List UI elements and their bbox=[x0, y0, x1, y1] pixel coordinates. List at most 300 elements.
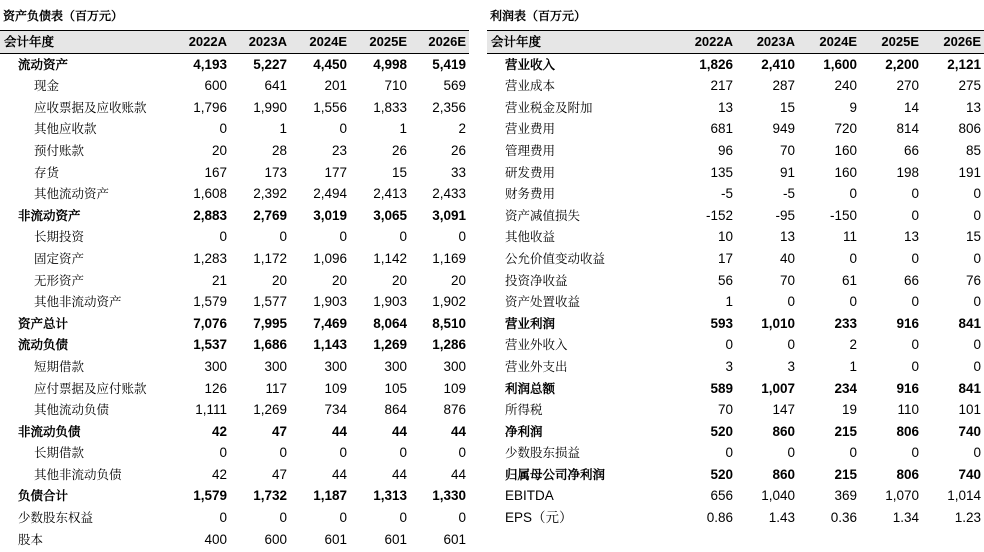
cell-value: 9 bbox=[849, 99, 857, 115]
row-label: 负债合计 bbox=[18, 488, 69, 504]
cell-value: 4,450 bbox=[313, 56, 347, 72]
cell-value: 4,193 bbox=[193, 56, 227, 72]
cell-value: 593 bbox=[710, 315, 733, 331]
row-label: EPS（元） bbox=[505, 510, 573, 526]
balance-sheet-title: 资产负债表（百万元） bbox=[0, 0, 469, 31]
cell-value: 191 bbox=[958, 164, 981, 180]
table-row bbox=[487, 485, 984, 507]
cell-value: 3 bbox=[787, 358, 795, 374]
cell-value: 710 bbox=[384, 78, 407, 94]
cell-value: 0 bbox=[849, 294, 857, 310]
cell-value: 19 bbox=[841, 402, 857, 418]
cell-value: 167 bbox=[204, 164, 227, 180]
cell-value: 70 bbox=[779, 272, 795, 288]
cell-value: 0 bbox=[458, 229, 466, 245]
cell-value: 28 bbox=[271, 142, 287, 158]
column-header: 2026E bbox=[410, 31, 469, 53]
cell-value: 2,121 bbox=[947, 56, 981, 72]
cell-value: 275 bbox=[958, 78, 981, 94]
column-header: 2024E bbox=[798, 31, 860, 53]
cell-value: 0 bbox=[458, 510, 466, 526]
cell-value: 96 bbox=[717, 142, 733, 158]
cell-value: 56 bbox=[717, 272, 733, 288]
balance-sheet-panel bbox=[0, 0, 469, 550]
cell-value: 916 bbox=[896, 315, 919, 331]
cell-value: 806 bbox=[896, 466, 919, 482]
row-label: 营业成本 bbox=[505, 78, 556, 94]
cell-value: 70 bbox=[717, 402, 733, 418]
table-row bbox=[487, 248, 984, 270]
table-row bbox=[487, 97, 984, 119]
cell-value: 4,998 bbox=[373, 56, 407, 72]
cell-value: 601 bbox=[324, 531, 347, 547]
table-row bbox=[0, 356, 469, 378]
cell-value: 91 bbox=[779, 164, 795, 180]
cell-value: 233 bbox=[834, 315, 857, 331]
cell-value: 10 bbox=[717, 229, 733, 245]
cell-value: 1,833 bbox=[373, 99, 407, 115]
cell-value: 0.36 bbox=[830, 510, 857, 526]
cell-value: 0 bbox=[787, 337, 795, 353]
table-row bbox=[487, 421, 984, 443]
cell-value: 44 bbox=[450, 466, 466, 482]
cell-value: 520 bbox=[710, 466, 733, 482]
cell-value: 1,732 bbox=[253, 488, 287, 504]
table-row bbox=[487, 399, 984, 421]
cell-value: 17 bbox=[717, 250, 733, 266]
table-row bbox=[487, 313, 984, 335]
table-row bbox=[0, 507, 469, 529]
cell-value: 720 bbox=[834, 121, 857, 137]
row-label: 长期借款 bbox=[34, 445, 85, 461]
income-statement-table bbox=[487, 31, 984, 529]
row-label: 营业税金及附加 bbox=[505, 99, 593, 115]
cell-value: 1,577 bbox=[253, 294, 287, 310]
table-row bbox=[487, 75, 984, 97]
cell-value: 70 bbox=[779, 142, 795, 158]
cell-value: 681 bbox=[710, 121, 733, 137]
cell-value: 201 bbox=[324, 78, 347, 94]
cell-value: 240 bbox=[834, 78, 857, 94]
cell-value: 1,796 bbox=[193, 99, 227, 115]
cell-value: 1,111 bbox=[195, 402, 227, 418]
cell-value: 0 bbox=[911, 186, 919, 202]
cell-value: 0 bbox=[973, 294, 981, 310]
cell-value: 2,413 bbox=[373, 186, 407, 202]
cell-value: 33 bbox=[450, 164, 466, 180]
cell-value: 1,313 bbox=[373, 488, 407, 504]
cell-value: 656 bbox=[710, 488, 733, 504]
table-row bbox=[0, 75, 469, 97]
cell-value: 0 bbox=[219, 445, 227, 461]
cell-value: 0 bbox=[458, 445, 466, 461]
cell-value: 173 bbox=[264, 164, 287, 180]
cell-value: 1,902 bbox=[432, 294, 466, 310]
cell-value: 11 bbox=[842, 229, 857, 245]
income-statement-title: 利润表（百万元） bbox=[487, 0, 984, 31]
cell-value: 876 bbox=[443, 402, 466, 418]
cell-value: 1,826 bbox=[699, 56, 733, 72]
row-label: 非流动负债 bbox=[18, 423, 81, 439]
cell-value: 300 bbox=[264, 358, 287, 374]
row-label: 长期投资 bbox=[34, 229, 85, 245]
cell-value: 217 bbox=[710, 78, 733, 94]
cell-value: 0 bbox=[911, 358, 919, 374]
row-label: 少数股东权益 bbox=[18, 510, 94, 526]
table-row bbox=[487, 53, 984, 75]
cell-value: 0 bbox=[219, 229, 227, 245]
cell-value: 300 bbox=[443, 358, 466, 374]
column-header: 2023A bbox=[736, 31, 798, 53]
cell-value: 135 bbox=[710, 164, 733, 180]
cell-value: 110 bbox=[897, 402, 919, 418]
cell-value: 234 bbox=[834, 380, 857, 396]
cell-value: 1,269 bbox=[373, 337, 407, 353]
row-label: EBITDA bbox=[505, 488, 554, 504]
table-row bbox=[0, 485, 469, 507]
row-label: 其他非流动负债 bbox=[34, 466, 122, 482]
cell-value: 66 bbox=[903, 272, 919, 288]
row-label: 流动资产 bbox=[18, 56, 69, 72]
row-label: 营业利润 bbox=[505, 315, 556, 331]
cell-value: 2,769 bbox=[253, 207, 287, 223]
cell-value: 1,903 bbox=[313, 294, 347, 310]
cell-value: 1,269 bbox=[253, 402, 287, 418]
cell-value: 215 bbox=[834, 423, 857, 439]
cell-value: 1,579 bbox=[193, 294, 227, 310]
cell-value: 1,903 bbox=[373, 294, 407, 310]
cell-value: 0 bbox=[339, 229, 347, 245]
cell-value: 26 bbox=[391, 142, 407, 158]
row-label: 利润总额 bbox=[505, 380, 556, 396]
cell-value: 26 bbox=[450, 142, 466, 158]
cell-value: 0 bbox=[399, 229, 407, 245]
cell-value: 0 bbox=[219, 121, 227, 137]
cell-value: 1,142 bbox=[373, 250, 407, 266]
table-row bbox=[0, 313, 469, 335]
cell-value: 7,076 bbox=[193, 315, 227, 331]
cell-value: 21 bbox=[211, 272, 227, 288]
cell-value: 44 bbox=[391, 423, 407, 439]
table-row bbox=[487, 356, 984, 378]
cell-value: 15 bbox=[779, 99, 795, 115]
cell-value: 0 bbox=[399, 510, 407, 526]
row-label: 其他应收款 bbox=[34, 121, 97, 137]
row-label: 存货 bbox=[34, 164, 60, 180]
cell-value: 0 bbox=[279, 229, 287, 245]
cell-value: -5 bbox=[782, 186, 795, 202]
row-label: 资产减值损失 bbox=[505, 207, 581, 223]
table-row bbox=[0, 529, 469, 551]
cell-value: 0 bbox=[339, 510, 347, 526]
cell-value: 589 bbox=[710, 380, 733, 396]
cell-value: 0 bbox=[973, 445, 981, 461]
cell-value: 1 bbox=[279, 121, 287, 137]
row-label: 其他非流动资产 bbox=[34, 294, 122, 310]
cell-value: 1,686 bbox=[253, 337, 287, 353]
cell-value: 13 bbox=[779, 229, 795, 245]
cell-value: 2 bbox=[458, 121, 466, 137]
cell-value: 860 bbox=[772, 423, 795, 439]
row-label: 预付账款 bbox=[34, 142, 85, 158]
cell-value: 1,010 bbox=[761, 315, 795, 331]
cell-value: 66 bbox=[903, 142, 919, 158]
cell-value: 42 bbox=[211, 466, 227, 482]
row-label: 其他流动资产 bbox=[34, 186, 110, 202]
table-row bbox=[0, 421, 469, 443]
cell-value: 601 bbox=[443, 531, 466, 547]
cell-value: 61 bbox=[841, 272, 857, 288]
cell-value: 1,330 bbox=[432, 488, 466, 504]
row-label: 资产处置收益 bbox=[505, 294, 581, 310]
row-label: 投资净收益 bbox=[505, 272, 568, 288]
cell-value: 0 bbox=[339, 445, 347, 461]
table-row bbox=[0, 248, 469, 270]
column-header: 会计年度 bbox=[0, 31, 170, 53]
cell-value: 44 bbox=[331, 423, 347, 439]
row-label: 研发费用 bbox=[505, 164, 556, 180]
cell-value: 1,283 bbox=[193, 250, 227, 266]
cell-value: 0 bbox=[911, 294, 919, 310]
cell-value: 0 bbox=[725, 337, 733, 353]
cell-value: 0 bbox=[973, 337, 981, 353]
row-label: 公允价值变动收益 bbox=[505, 250, 606, 266]
table-row bbox=[0, 162, 469, 184]
cell-value: 734 bbox=[324, 402, 347, 418]
cell-value: 1,537 bbox=[193, 337, 227, 353]
cell-value: 864 bbox=[384, 402, 407, 418]
cell-value: 740 bbox=[958, 423, 981, 439]
cell-value: 109 bbox=[443, 380, 466, 396]
income-statement-header-row bbox=[487, 31, 984, 53]
cell-value: 300 bbox=[384, 358, 407, 374]
cell-value: 0 bbox=[911, 250, 919, 266]
cell-value: 1,014 bbox=[947, 488, 981, 504]
row-label: 营业外收入 bbox=[505, 337, 568, 353]
cell-value: 300 bbox=[324, 358, 347, 374]
row-label: 营业外支出 bbox=[505, 358, 568, 374]
column-header: 2022A bbox=[170, 31, 230, 53]
cell-value: -5 bbox=[720, 186, 733, 202]
cell-value: 215 bbox=[834, 466, 857, 482]
column-header: 2025E bbox=[350, 31, 410, 53]
row-label: 无形资产 bbox=[34, 272, 85, 288]
cell-value: 641 bbox=[264, 78, 287, 94]
cell-value: 1 bbox=[399, 121, 407, 137]
row-label: 非流动资产 bbox=[18, 207, 81, 223]
cell-value: -95 bbox=[775, 207, 795, 223]
cell-value: 400 bbox=[204, 531, 227, 547]
row-label: 短期借款 bbox=[34, 358, 85, 374]
cell-value: 0 bbox=[849, 250, 857, 266]
cell-value: 5,419 bbox=[432, 56, 466, 72]
cell-value: 569 bbox=[443, 78, 466, 94]
cell-value: 8,064 bbox=[373, 315, 407, 331]
cell-value: 42 bbox=[211, 423, 227, 439]
row-label: 净利润 bbox=[505, 423, 543, 439]
balance-sheet-header-row bbox=[0, 31, 469, 53]
row-label: 归属母公司净利润 bbox=[505, 466, 606, 482]
income-statement-body bbox=[487, 53, 984, 529]
row-label: 管理费用 bbox=[505, 142, 556, 158]
cell-value: 601 bbox=[384, 531, 407, 547]
table-row bbox=[0, 226, 469, 248]
row-label: 所得税 bbox=[505, 402, 543, 418]
cell-value: 7,995 bbox=[253, 315, 287, 331]
cell-value: 270 bbox=[896, 78, 919, 94]
cell-value: 20 bbox=[391, 272, 407, 288]
table-row bbox=[0, 53, 469, 75]
cell-value: 20 bbox=[331, 272, 347, 288]
cell-value: 1,143 bbox=[313, 337, 347, 353]
table-row bbox=[487, 378, 984, 400]
cell-value: 0 bbox=[219, 510, 227, 526]
cell-value: 860 bbox=[772, 466, 795, 482]
cell-value: 1,600 bbox=[823, 56, 857, 72]
cell-value: 0 bbox=[973, 358, 981, 374]
column-header: 2026E bbox=[922, 31, 984, 53]
cell-value: 369 bbox=[834, 488, 857, 504]
cell-value: 44 bbox=[331, 466, 347, 482]
cell-value: 1,040 bbox=[761, 488, 795, 504]
cell-value: 0 bbox=[787, 445, 795, 461]
column-header: 会计年度 bbox=[487, 31, 674, 53]
table-row bbox=[487, 162, 984, 184]
cell-value: 0 bbox=[787, 294, 795, 310]
cell-value: 1 bbox=[725, 294, 733, 310]
cell-value: 2,494 bbox=[313, 186, 347, 202]
table-row bbox=[487, 226, 984, 248]
cell-value: 177 bbox=[324, 164, 347, 180]
cell-value: 1,556 bbox=[313, 99, 347, 115]
cell-value: -150 bbox=[829, 207, 857, 223]
cell-value: 520 bbox=[710, 423, 733, 439]
table-row bbox=[487, 205, 984, 227]
cell-value: 7,469 bbox=[313, 315, 347, 331]
cell-value: 13 bbox=[717, 99, 733, 115]
cell-value: 0 bbox=[849, 186, 857, 202]
cell-value: 44 bbox=[391, 466, 407, 482]
cell-value: 0 bbox=[279, 510, 287, 526]
cell-value: 1,070 bbox=[885, 488, 919, 504]
table-row bbox=[0, 140, 469, 162]
cell-value: 2,356 bbox=[432, 99, 466, 115]
cell-value: 147 bbox=[772, 402, 795, 418]
cell-value: 2,883 bbox=[193, 207, 227, 223]
row-label: 少数股东损益 bbox=[505, 445, 581, 461]
table-row bbox=[0, 97, 469, 119]
table-row bbox=[0, 183, 469, 205]
row-label: 现金 bbox=[34, 78, 60, 94]
cell-value: 600 bbox=[264, 531, 287, 547]
table-row bbox=[487, 140, 984, 162]
row-label: 其他流动负债 bbox=[34, 402, 110, 418]
table-row bbox=[0, 291, 469, 313]
cell-value: 1,007 bbox=[761, 380, 795, 396]
table-row bbox=[487, 507, 984, 529]
cell-value: 76 bbox=[965, 272, 981, 288]
cell-value: 0 bbox=[849, 445, 857, 461]
cell-value: 1,286 bbox=[432, 337, 466, 353]
cell-value: 0 bbox=[339, 121, 347, 137]
table-row bbox=[0, 399, 469, 421]
table-row bbox=[487, 442, 984, 464]
cell-value: 0 bbox=[399, 445, 407, 461]
table-row bbox=[0, 464, 469, 486]
cell-value: 0 bbox=[911, 445, 919, 461]
cell-value: 0 bbox=[725, 445, 733, 461]
table-row bbox=[487, 270, 984, 292]
cell-value: 0 bbox=[973, 207, 981, 223]
cell-value: 85 bbox=[965, 142, 981, 158]
cell-value: 109 bbox=[324, 380, 347, 396]
cell-value: 47 bbox=[271, 423, 287, 439]
cell-value: 44 bbox=[450, 423, 466, 439]
cell-value: 20 bbox=[211, 142, 227, 158]
cell-value: 20 bbox=[450, 272, 466, 288]
row-label: 股本 bbox=[18, 531, 44, 547]
cell-value: 0 bbox=[911, 207, 919, 223]
cell-value: 101 bbox=[958, 402, 981, 418]
cell-value: 198 bbox=[896, 164, 919, 180]
cell-value: 1,608 bbox=[193, 186, 227, 202]
row-label: 营业收入 bbox=[505, 56, 556, 72]
cell-value: 1.43 bbox=[768, 510, 795, 526]
cell-value: 23 bbox=[331, 142, 347, 158]
table-row bbox=[0, 334, 469, 356]
cell-value: 1,579 bbox=[193, 488, 227, 504]
table-row bbox=[487, 183, 984, 205]
cell-value: 2,200 bbox=[885, 56, 919, 72]
cell-value: 20 bbox=[271, 272, 287, 288]
column-header: 2025E bbox=[860, 31, 922, 53]
balance-sheet-body bbox=[0, 53, 469, 550]
table-row bbox=[487, 291, 984, 313]
cell-value: 40 bbox=[779, 250, 795, 266]
table-row bbox=[487, 118, 984, 140]
balance-sheet-table bbox=[0, 31, 469, 550]
cell-value: 2,410 bbox=[761, 56, 795, 72]
table-row bbox=[0, 118, 469, 140]
cell-value: 2 bbox=[849, 337, 857, 353]
table-row bbox=[487, 464, 984, 486]
cell-value: 0 bbox=[911, 337, 919, 353]
cell-value: 0 bbox=[973, 250, 981, 266]
cell-value: 806 bbox=[958, 121, 981, 137]
cell-value: 5,227 bbox=[253, 56, 287, 72]
cell-value: 15 bbox=[391, 164, 407, 180]
cell-value: 160 bbox=[834, 164, 857, 180]
table-row bbox=[0, 270, 469, 292]
cell-value: 841 bbox=[958, 315, 981, 331]
table-row bbox=[0, 205, 469, 227]
cell-value: -152 bbox=[705, 207, 733, 223]
cell-value: 3,091 bbox=[432, 207, 466, 223]
cell-value: 3,065 bbox=[373, 207, 407, 223]
cell-value: 13 bbox=[903, 229, 919, 245]
cell-value: 14 bbox=[903, 99, 919, 115]
cell-value: 300 bbox=[204, 358, 227, 374]
cell-value: 105 bbox=[384, 380, 407, 396]
cell-value: 126 bbox=[204, 380, 227, 396]
cell-value: 1,187 bbox=[313, 488, 347, 504]
row-label: 其他收益 bbox=[505, 229, 556, 245]
row-label: 营业费用 bbox=[505, 121, 556, 137]
cell-value: 160 bbox=[834, 142, 857, 158]
cell-value: 0 bbox=[279, 445, 287, 461]
cell-value: 949 bbox=[772, 121, 795, 137]
cell-value: 1 bbox=[849, 358, 857, 374]
